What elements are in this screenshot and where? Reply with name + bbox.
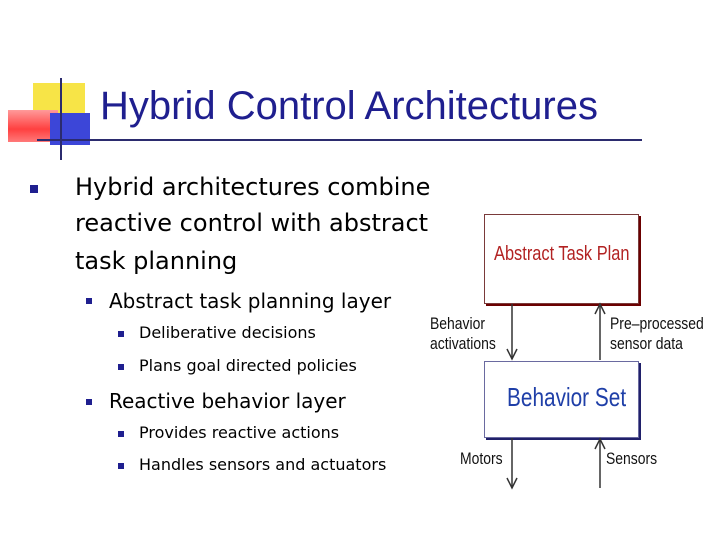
sub-bullet-planning: Abstract task planning layer (109, 289, 392, 313)
item-plans-policies: Plans goal directed policies (139, 356, 357, 375)
preprocessed-label-line2: sensor data (610, 334, 683, 353)
behavior-set-label: Behavior Set (507, 382, 627, 412)
item-reactive-actions: Provides reactive actions (139, 423, 340, 442)
motors-label: Motors (460, 449, 503, 468)
behavior-activations-label-line1: Behavior (430, 314, 486, 333)
bullet-main-line1: Hybrid architectures combine (75, 173, 431, 201)
sensors-label: Sensors (606, 449, 658, 468)
abstract-task-plan-label: Abstract Task Plan (494, 243, 630, 265)
preprocessed-label-line1: Pre–processed (610, 314, 704, 333)
item-sensors-actuators: Handles sensors and actuators (139, 455, 387, 474)
item-deliberative: Deliberative decisions (139, 323, 316, 342)
sub-bullet-reactive: Reactive behavior layer (109, 389, 346, 413)
slide-title: Hybrid Control Architectures (100, 84, 598, 128)
bullet-main-line2: reactive control with abstract (75, 209, 429, 237)
bullet-main-line3: task planning (75, 247, 238, 275)
behavior-activations-label-line2: activations (430, 334, 496, 353)
